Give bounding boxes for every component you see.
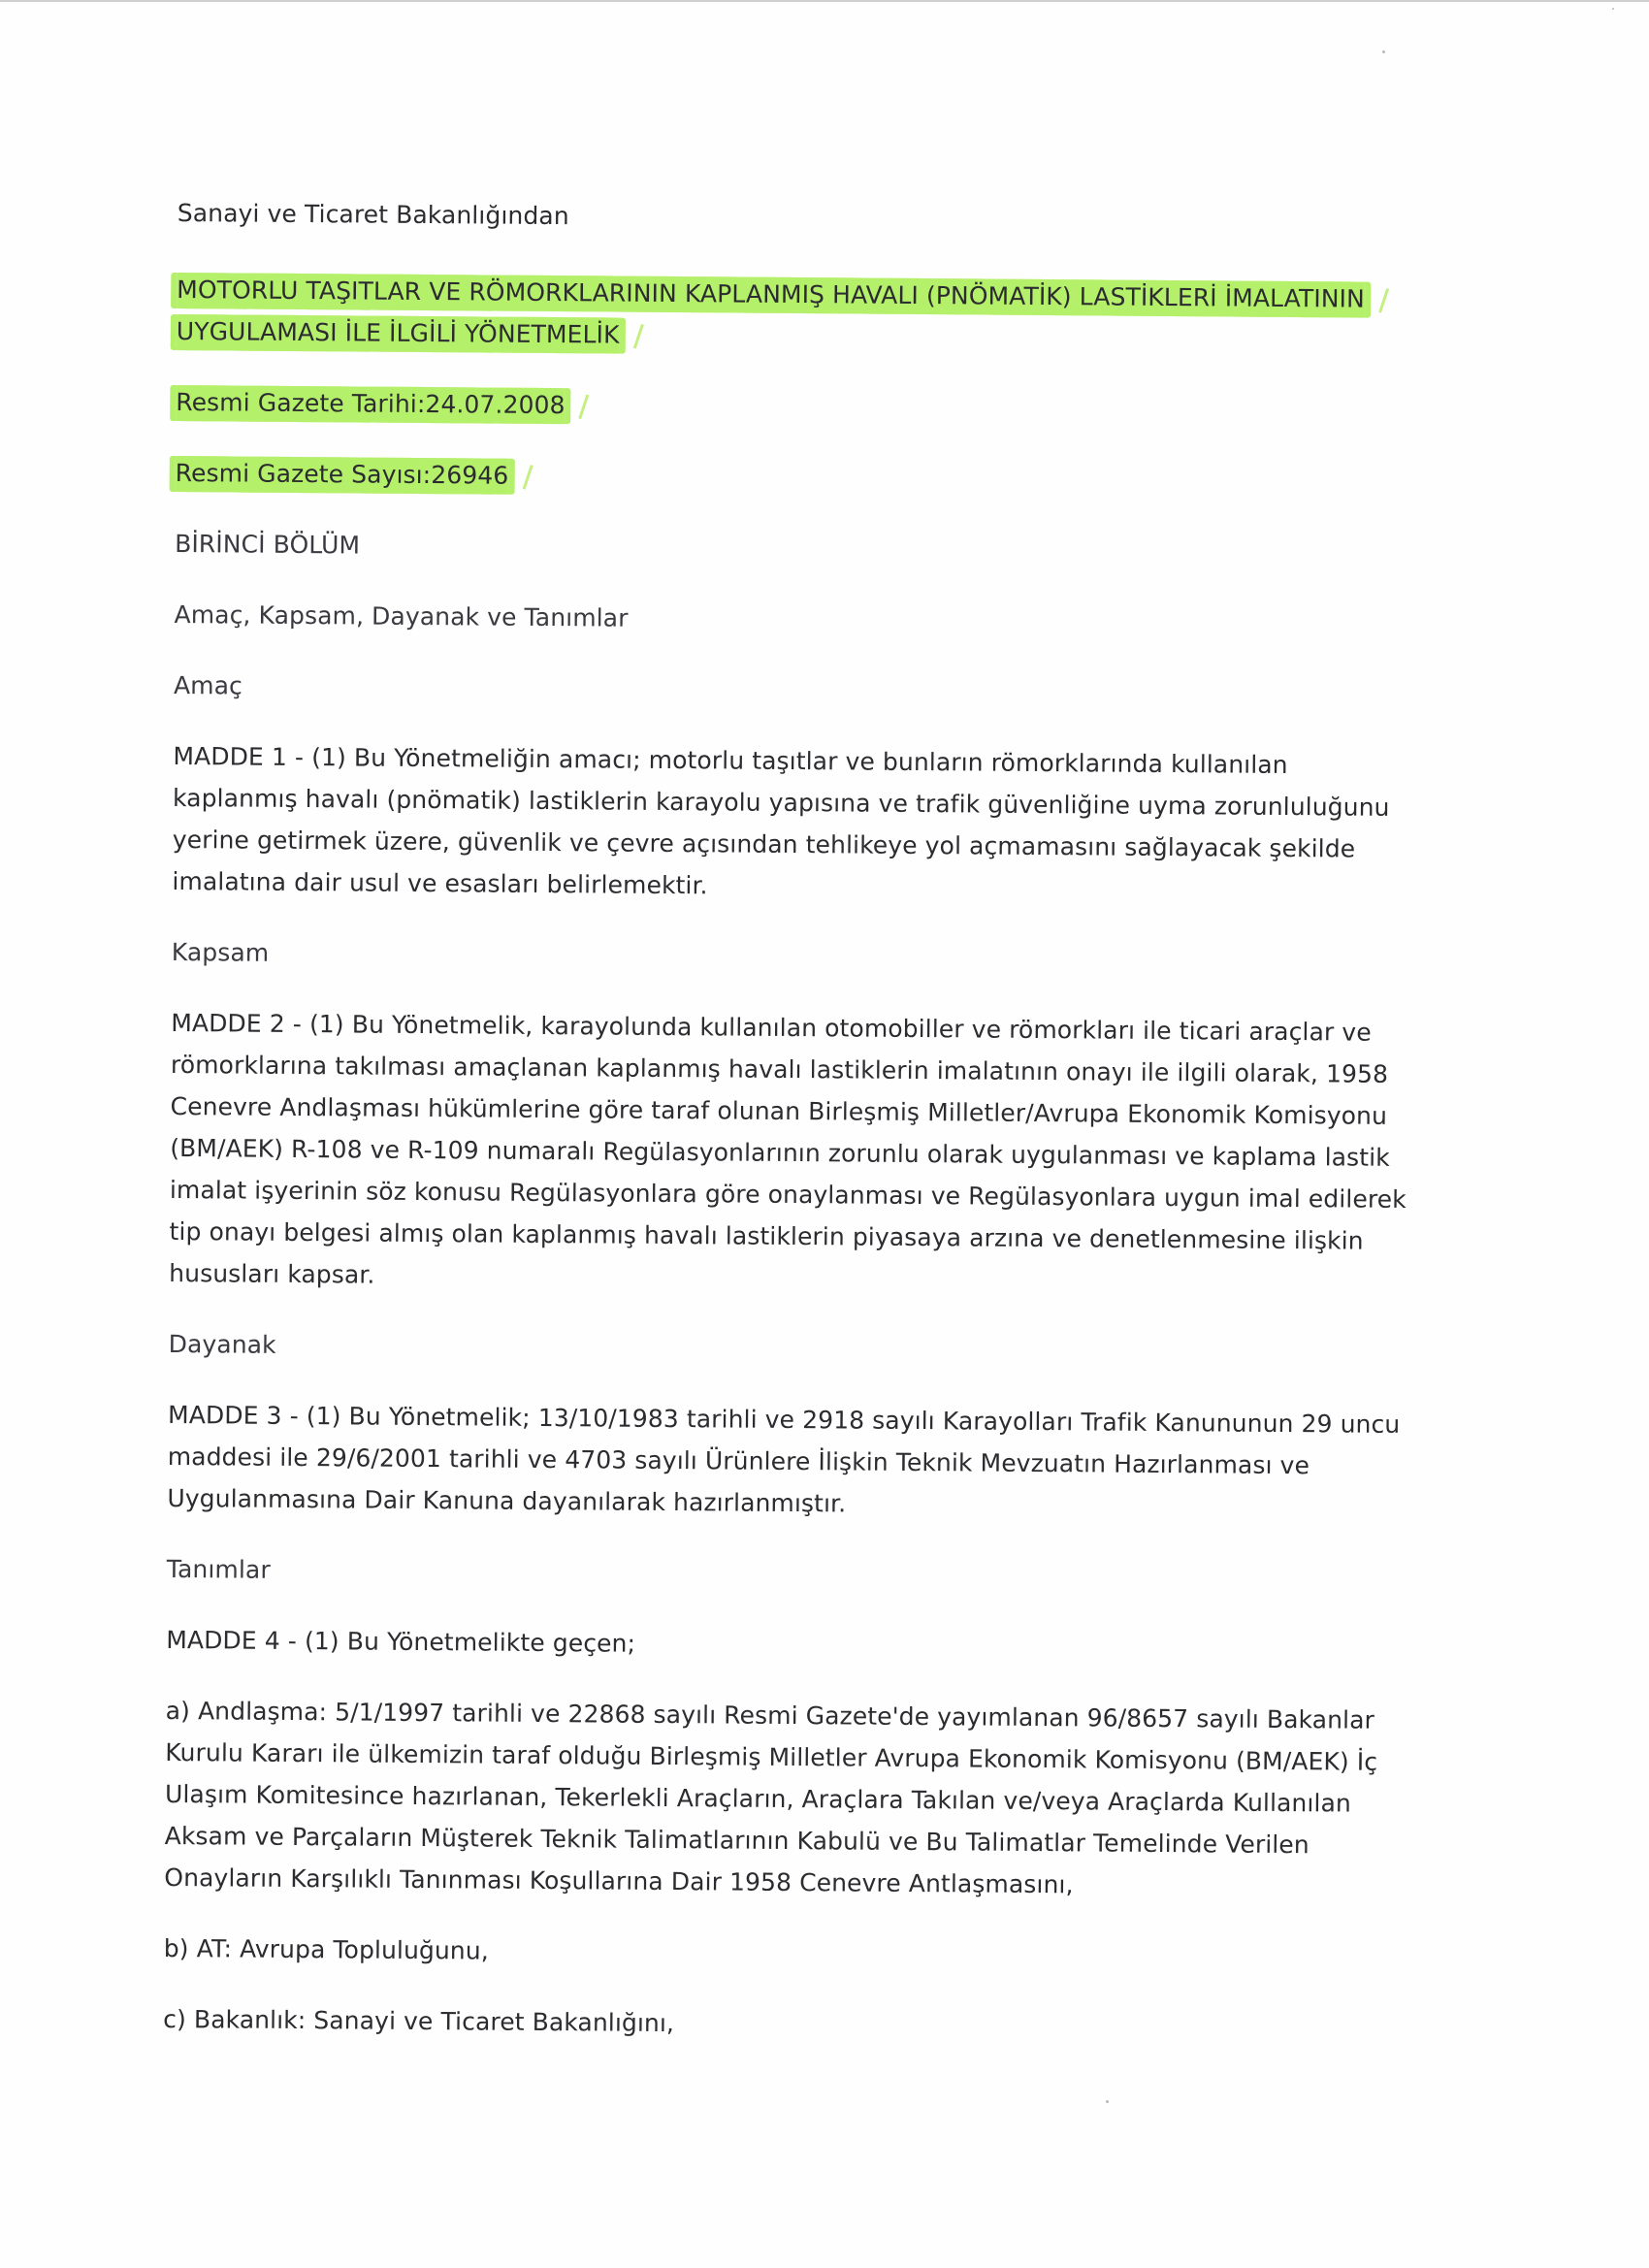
gazette-number: Resmi Gazete Sayısı:26946	[176, 456, 509, 495]
paragraph-line: MADDE 3 - (1) Bu Yönetmelik; 13/10/1983 tarihli ve 2918 sayılı Karayolları Trafik Kanununun 29 uncu	[167, 1400, 1401, 1439]
scan-speck	[1382, 50, 1385, 53]
title-line-1-text: MOTORLU TAŞITLAR VE RÖMORKLARININ KAPLANMIŞ HAVALI (PNÖMATİK) LASTİKLERİ İMALATININ	[177, 273, 1365, 318]
definition-a-paragraph	[164, 1690, 1417, 1908]
article-heading-dayanak: Dayanak	[168, 1329, 276, 1359]
highlight-tick-mark	[1378, 288, 1389, 313]
scan-edge-line	[0, 0, 1649, 2]
highlight-tick-mark	[579, 394, 590, 419]
article-heading-amac: Amaç	[173, 670, 243, 700]
paragraph-line: a) Andlaşma: 5/1/1997 tarihli ve 22868 sayılı Resmi Gazete'de yayımlanan 96/8657 sayılı Bakanlar	[165, 1696, 1375, 1734]
paragraph-line: kaplanmış havalı (pnömatik) lastiklerin karayolu yapısına ve trafik güvenliğine uyma zorunluluğunu	[172, 783, 1390, 822]
paragraph-line: Cenevre Andlaşması hükümlerine göre taraf olunan Birleşmiş Milletler/Avrupa Ekonomik Komisyonu	[170, 1091, 1388, 1130]
paragraph-line: maddesi ile 29/6/2001 tarihli ve 4703 sayılı Ürünlere İlişkin Teknik Mevzuatın Hazırlanması ve	[167, 1442, 1310, 1480]
paragraph-line: hususları kapsar.	[169, 1258, 375, 1289]
ministry-line: Sanayi ve Ticaret Bakanlığından	[177, 198, 569, 231]
part-subheading: Amaç, Kapsam, Dayanak ve Tanımlar	[174, 599, 629, 632]
paragraph-line: imalat işyerinin söz konusu Regülasyonlara göre onaylanması ve Regülasyonlara uygun imal edilerek	[169, 1175, 1406, 1214]
scan-speck	[1612, 8, 1614, 10]
paragraph-line: yerine getirmek üzere, güvenlik ve çevre açısından tehlikeye yol açmamasını sağlayacak şekilde	[172, 825, 1356, 863]
article-3-paragraph	[167, 1394, 1419, 1529]
paragraph-line: Ulaşım Komitesince hazırlanan, Tekerlekli Araçların, Araçlara Takılan ve/veya Araçlarda Kullanılan	[164, 1779, 1352, 1818]
definition-b: b) AT: Avrupa Topluluğunu,	[163, 1933, 489, 1965]
paragraph-line: tip onayı belgesi almış olan kaplanmış havalı lastiklerin piyasaya arzına ve denetlenmesine ilişkin	[169, 1216, 1364, 1255]
paragraph-line: MADDE 2 - (1) Bu Yönetmelik, karayolunda kullanılan otomobiller ve römorkları ile ticari araçlar ve	[171, 1008, 1372, 1047]
paragraph-line: MADDE 1 - (1) Bu Yönetmeliğin amacı; motorlu taşıtlar ve bunların römorklarında kullanılan	[173, 741, 1288, 780]
paragraph-line: Onayların Karşılıklı Tanınması Koşullarına Dair 1958 Cenevre Antlaşmasını,	[164, 1863, 1074, 1899]
article-1-paragraph	[172, 735, 1424, 912]
article-heading-kapsam: Kapsam	[171, 937, 270, 967]
scan-speck	[1106, 2100, 1109, 2103]
title-line-2-text: UYGULAMASI İLE İLGİLİ YÖNETMELİK	[177, 314, 620, 354]
paragraph-line: (BM/AEK) R-108 ve R-109 numaralı Regülasyonlarının zorunlu olarak uygulanması ve kaplama lastik	[170, 1133, 1390, 1172]
highlight-tick-mark	[632, 324, 643, 349]
document-body	[163, 192, 1429, 2050]
article-heading-tanimlar: Tanımlar	[166, 1554, 271, 1584]
highlight-tick-mark	[522, 465, 533, 490]
paragraph-line: Kurulu Kararı ile ülkemizin taraf olduğu Birleşmiş Milletler Avrupa Ekonomik Komisyonu (BM/AEK) İç	[165, 1737, 1378, 1776]
gazette-date: Resmi Gazete Tarihi:24.07.2008	[176, 385, 566, 424]
paragraph-line: imalatına dair usul ve esasları belirlemektir.	[172, 866, 708, 900]
part-heading: BİRİNCİ BÖLÜM	[175, 529, 361, 560]
paragraph-line: Aksam ve Parçaların Müşterek Teknik Talimatlarının Kabulü ve Bu Talimatlar Temelinde Verilen	[164, 1821, 1310, 1860]
paragraph-line: römorklarına takılması amaçlanan kaplanmış havalı lastiklerin imalatının onayı ile ilgili olarak, 1958	[170, 1050, 1389, 1088]
article-4-intro: MADDE 4 - (1) Bu Yönetmelikte geçen;	[166, 1625, 636, 1658]
article-2-paragraph	[169, 1002, 1422, 1304]
paragraph-line: Uygulanmasına Dair Kanuna dayanılarak hazırlanmıştır.	[167, 1483, 847, 1518]
definition-c: c) Bakanlık: Sanayi ve Ticaret Bakanlığını,	[163, 2004, 675, 2038]
